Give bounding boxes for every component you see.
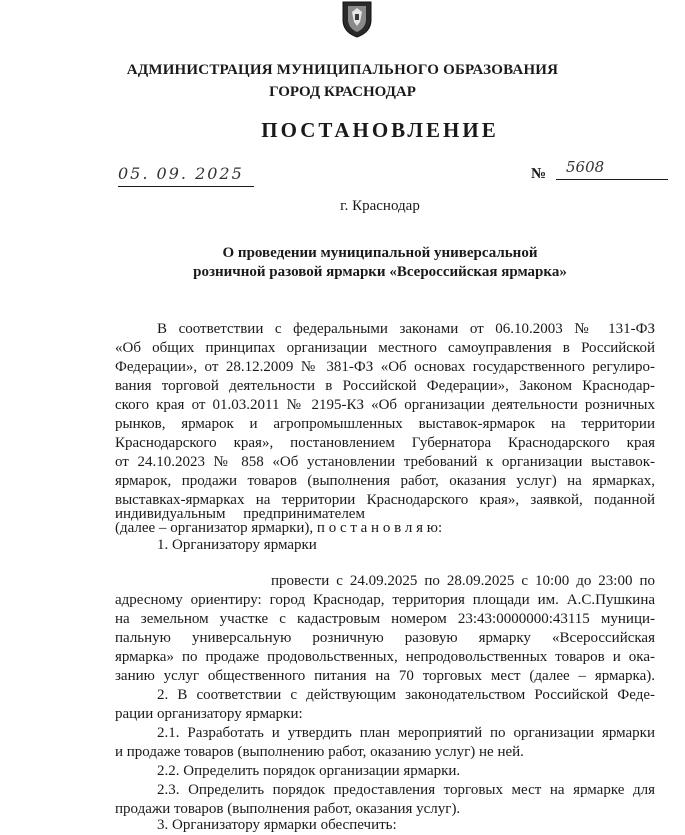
city-name: г. Краснодар [340, 198, 420, 214]
org-name-line1: АДМИНИСТРАЦИЯ МУНИЦИПАЛЬНОГО ОБРАЗОВАНИЯ [126, 62, 559, 78]
body-line: 2.3. Определить порядок предоставления торговых мест на ярмарке для [157, 782, 655, 798]
body-line: занию услуг общественного питания на 70 торговых мест (далее – ярмарка). [115, 668, 655, 684]
body-line: индивидуальным предпринимателем [115, 506, 365, 522]
body-line: 1. Организатору ярмарки [157, 537, 317, 553]
body-line: выставках-ярмарках на территории Краснодарского края», заявкой, поданной [115, 492, 655, 508]
body-line: пальную универсальную розничную разовую ярмарку «Всероссийская [115, 630, 655, 646]
body-line: адресному ориентиру: город Краснодар, территория площади им. А.С.Пушкина [115, 592, 655, 608]
org-name-line2: ГОРОД КРАСНОДАР [269, 84, 416, 100]
subject-line-1: О проведении муниципальной универсальной [222, 245, 538, 261]
number-label: № [531, 166, 547, 182]
body-line: ярмарок, продажи товаров (выполнения работ, оказания услуг) на ярмарках, [115, 473, 655, 489]
document-type-title: ПОСТАНОВЛЕНИЕ [261, 118, 499, 142]
coat-of-arms-emblem [339, 0, 375, 38]
body-line: на земельном участке с кадастровым номером 23:43:0000000:43115 муници- [115, 611, 655, 627]
body-line: Краснодарского края», постановлением Губернатора Краснодарского края [115, 435, 655, 451]
body-line: (далее – организатор ярмарки), п о с т а н о в л я ю: [115, 520, 443, 536]
body-line: В соответствии с федеральными законами от 06.10.2003 № 131-ФЗ [157, 321, 655, 337]
body-line: от 24.10.2023 № 858 «Об установлении требований к организации выставок- [115, 454, 655, 470]
body-line: и продаже товаров (выполнению работ, оказанию услуг) не ней. [115, 744, 524, 760]
body-line: 2.1. Разработать и утвердить план мероприятий по организации ярмарки [157, 725, 655, 741]
body-line: Федерации», от 28.12.2009 № 381-ФЗ «Об основах государственного регулиро- [115, 359, 655, 375]
body-line: рации организатору ярмарки: [115, 706, 303, 722]
body-line: продажи товаров (выполнения работ, оказания услуг). [115, 801, 461, 817]
body-line: ского края от 01.03.2011 № 2195-КЗ «Об организации деятельности розничных [115, 397, 655, 413]
body-line: провести с 24.09.2025 по 28.09.2025 с 10:00 до 23:00 по [271, 573, 655, 589]
body-line: вания торговой деятельности в Российской Федерации», Законом Краснодар- [115, 378, 655, 394]
body-line: 2.2. Определить порядок организации ярмарки. [157, 763, 461, 779]
body-line: 2. В соответствии с действующим законодательством Российской Феде- [157, 687, 655, 703]
body-line: рынков, ярмарок и агропромышленных выставок-ярмарок на территории [115, 416, 655, 432]
body-line: 3. Организатору ярмарки обеспечить: [157, 817, 397, 833]
body-line: «Об общих принципах организации местного самоуправления в Российской [115, 340, 655, 356]
body-line: ярмарка» по продаже продовольственных, непродовольственных товаров и ока- [115, 649, 655, 665]
document-date: 05. 09. 2025 [118, 164, 254, 187]
document-number: 5608 [556, 158, 668, 180]
subject-line-2: розничной разовой ярмарки «Всероссийская ярмарка» [193, 264, 567, 280]
